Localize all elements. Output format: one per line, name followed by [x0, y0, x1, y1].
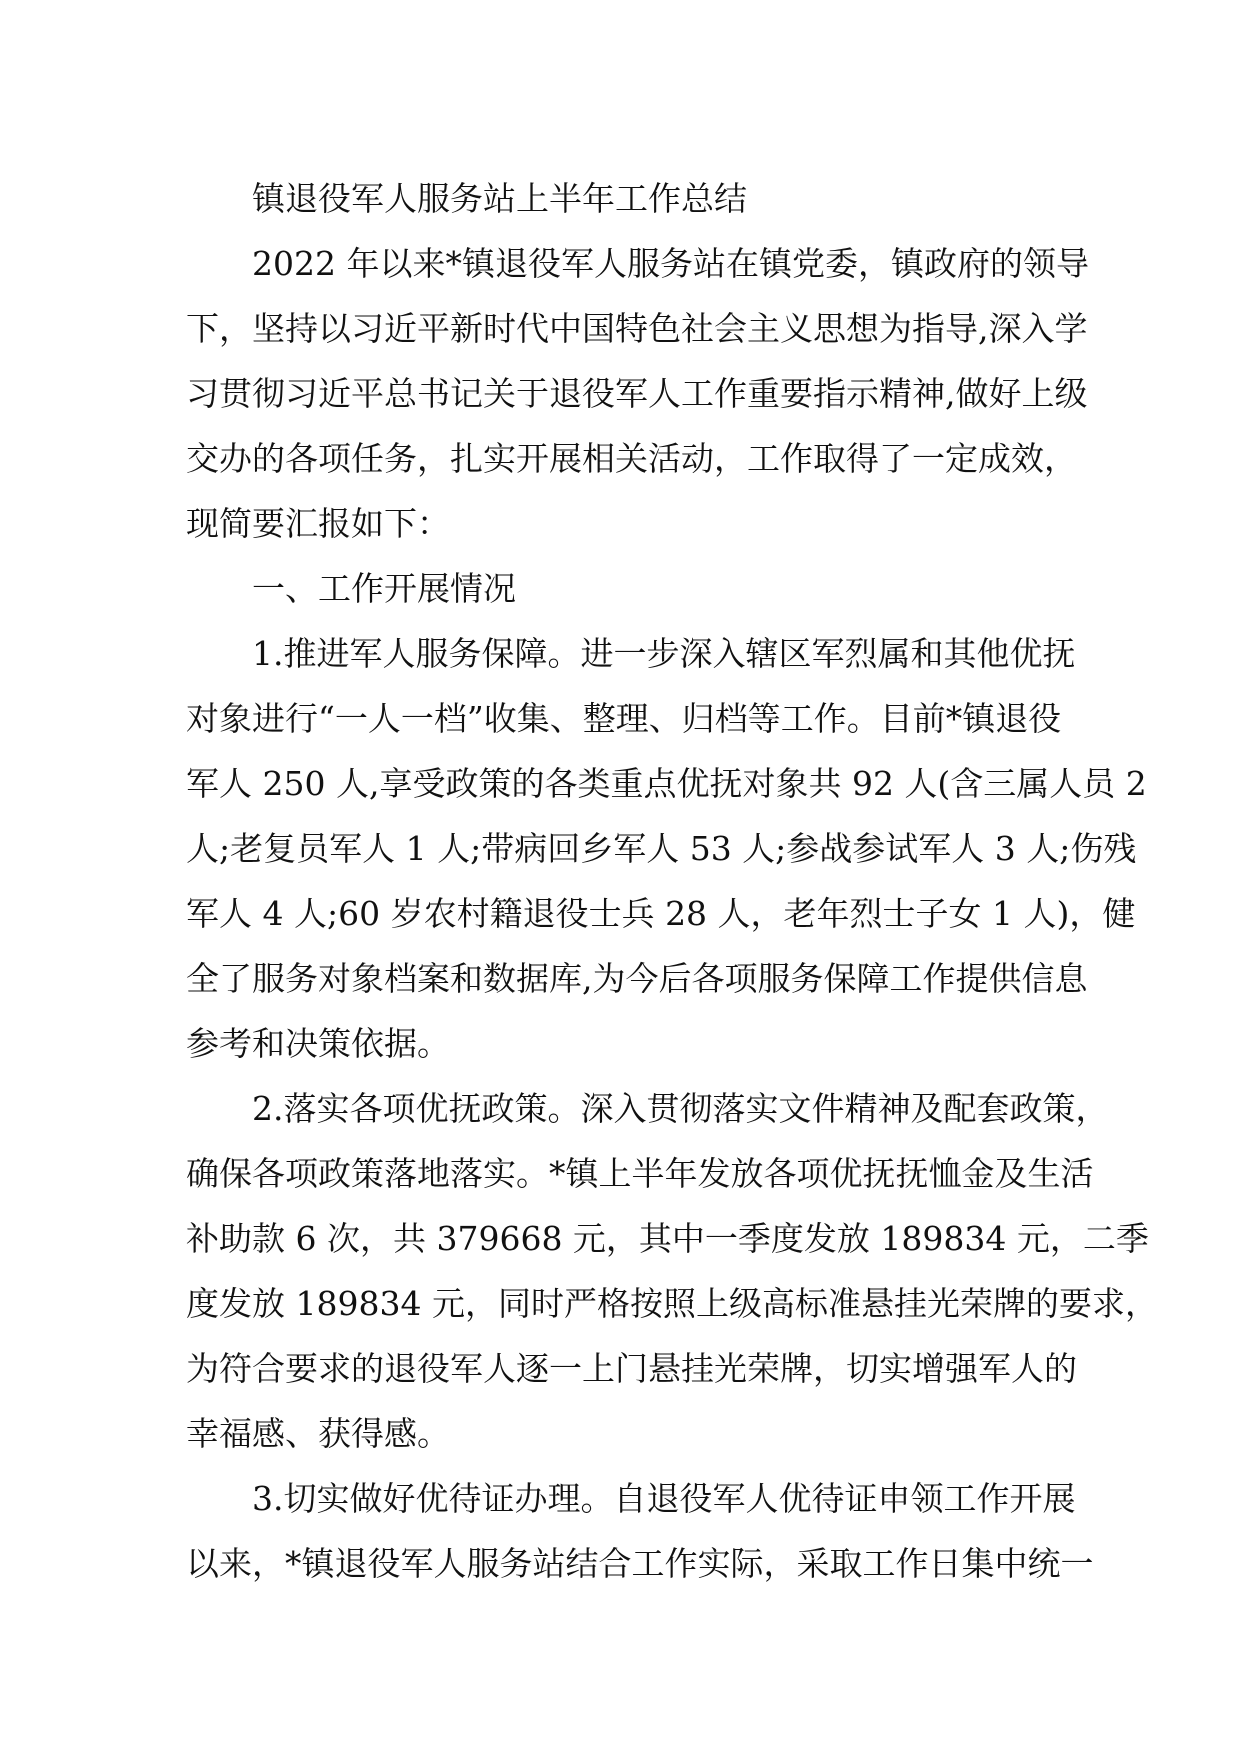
paragraph-line: 为符合要求的退役军人逐一上门悬挂光荣牌，切实增强军人的	[186, 1349, 1077, 1388]
document-title: 镇退役军人服务站上半年工作总结	[252, 179, 747, 218]
paragraph-line: 下，坚持以习近平新时代中国特色社会主义思想为指导,深入学	[186, 309, 1088, 348]
section-heading: 一、工作开展情况	[252, 569, 516, 608]
paragraph-line: 军人 4 人;60 岁农村籍退役士兵 28 人，老年烈士子女 1 人)，健	[186, 894, 1136, 933]
paragraph-line: 补助款 6 次，共 379668 元，其中一季度发放 189834 元，二季	[186, 1219, 1149, 1258]
paragraph-line: 军人 250 人,享受政策的各类重点优抚对象共 92 人(含三属人员 2	[186, 764, 1147, 803]
paragraph-line: 现简要汇报如下：	[186, 504, 450, 543]
paragraph-line: 以来，*镇退役军人服务站结合工作实际，采取工作日集中统一	[186, 1544, 1094, 1583]
paragraph-line: 全了服务对象档案和数据库,为今后各项服务保障工作提供信息	[186, 959, 1088, 998]
paragraph-line: 幸福感、获得感。	[186, 1414, 450, 1453]
paragraph-line: 人;老复员军人 1 人;带病回乡军人 53 人;参战参试军人 3 人;伤残	[186, 829, 1137, 868]
paragraph-line: 交办的各项任务，扎实开展相关活动，工作取得了一定成效，	[186, 439, 1077, 478]
paragraph-line: 习贯彻习近平总书记关于退役军人工作重要指示精神,做好上级	[186, 374, 1088, 413]
paragraph-line: 确保各项政策落地落实。*镇上半年发放各项优抚抚恤金及生活	[186, 1154, 1094, 1193]
paragraph-line: 参考和决策依据。	[186, 1024, 450, 1063]
paragraph-line: 2022 年以来*镇退役军人服务站在镇党委，镇政府的领导	[252, 244, 1089, 283]
paragraph-line: 2.落实各项优抚政策。深入贯彻落实文件精神及配套政策，	[252, 1089, 1109, 1128]
paragraph-line: 对象进行“一人一档”收集、整理、归档等工作。目前*镇退役	[186, 699, 1062, 738]
document-body	[186, 166, 1158, 1596]
paragraph-line: 1.推进军人服务保障。进一步深入辖区军烈属和其他优抚	[252, 634, 1076, 673]
paragraph-line: 度发放 189834 元，同时严格按照上级高标准悬挂光荣牌的要求，	[186, 1284, 1158, 1323]
paragraph-line: 3.切实做好优待证办理。自退役军人优待证申领工作开展	[252, 1479, 1076, 1518]
